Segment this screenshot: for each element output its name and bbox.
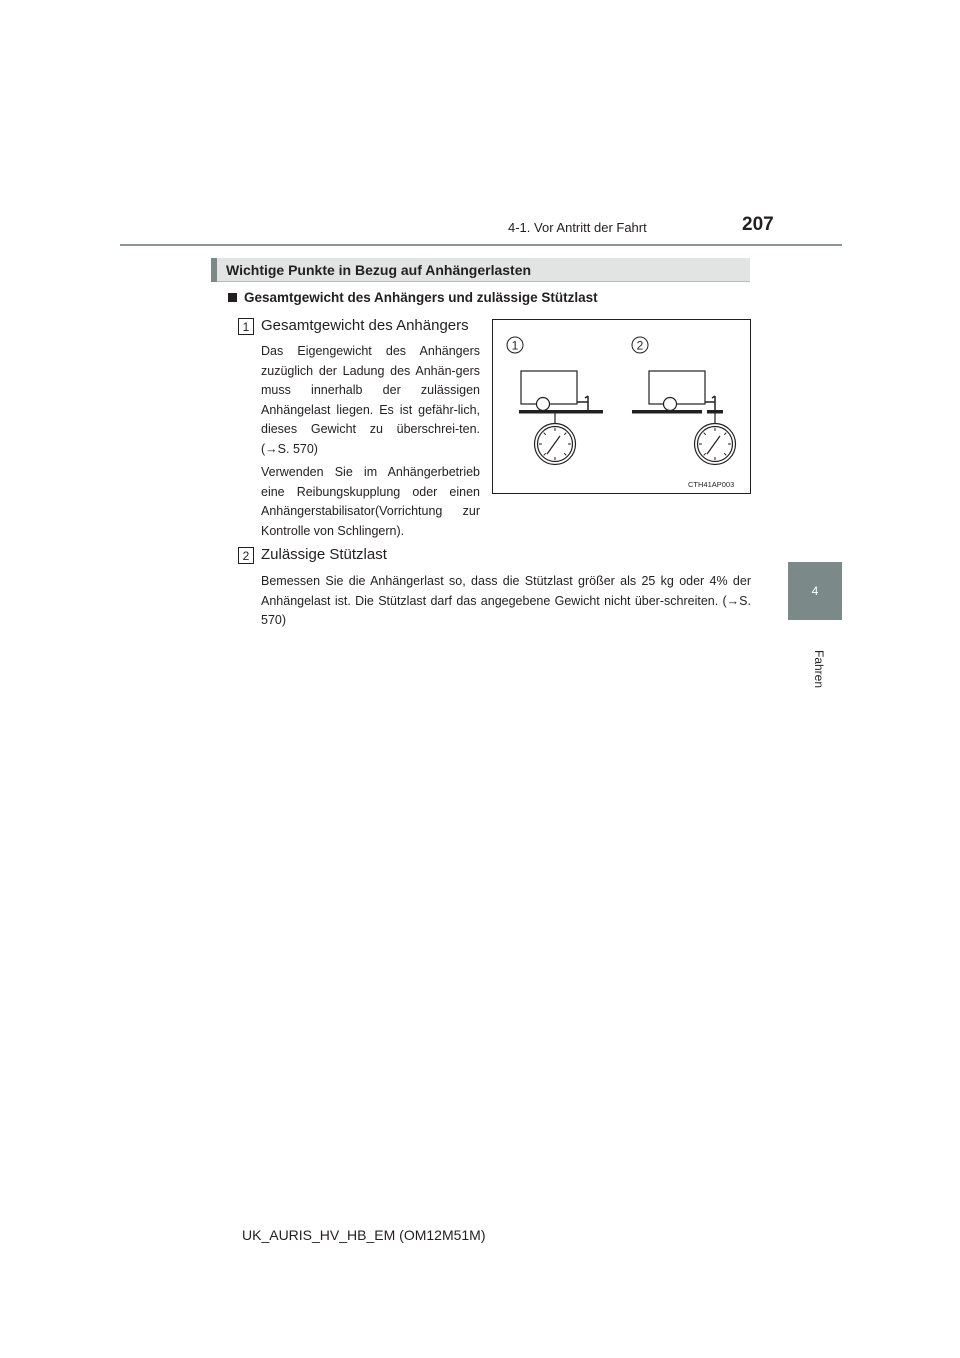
header-divider (120, 244, 842, 246)
square-bullet-icon (228, 293, 237, 302)
chapter-tab-label: Fahren (812, 650, 826, 689)
trailer-hitch-on-scale-right (632, 371, 736, 465)
item-title-2: Zulässige Stützlast (261, 546, 387, 563)
item-2-paragraph-1: Bemessen Sie die Anhängerlast so, dass die Stützlast größer als 25 kg oder 4% der Anhängelast ist. Die Stützlast darf das angegebene Gewicht nicht über-schreiten. (→S. 570) (261, 574, 751, 627)
item-number-2: 2 (238, 547, 254, 564)
item-1-paragraph-2: Verwenden Sie im Anhängerbetrieb eine Reibungskupplung oder einen Anhängerstabilisator(Vorrichtung zur Kontrolle von Schlingern). (261, 465, 480, 538)
footer-document-code: UK_AURIS_HV_HB_EM (OM12M51M) (242, 1227, 486, 1243)
page-number: 207 (742, 214, 774, 235)
item-title-1: Gesamtgewicht des Anhängers (261, 317, 469, 334)
figure-label-1: 1 (511, 338, 519, 353)
trailer-weight-illustration (492, 319, 751, 494)
figure-code: CTH41AP003 (688, 480, 735, 489)
chapter-tab-number: 4 (811, 584, 819, 598)
section-heading-accent (211, 258, 217, 282)
header-section-title: 4-1. Vor Antritt der Fahrt (508, 220, 647, 235)
sub-heading: Gesamtgewicht des Anhängers und zulässige Stützlast (244, 290, 598, 305)
trailer-on-scale-left (519, 371, 603, 465)
figure-label-2: 2 (636, 338, 644, 353)
chapter-tab (788, 562, 842, 620)
item-1-paragraph-1: Das Eigengewicht des Anhängers zuzüglich der Ladung des Anhän-gers muss innerhalb der zulässigen Anhängelast liegen. Es ist gefähr-lich, dieses Gewicht zu überschrei-ten. (→S. 570) (261, 344, 480, 456)
trailer-scale-drawing (493, 320, 750, 493)
section-heading-title: Wichtige Punkte in Bezug auf Anhängerlasten (226, 262, 532, 278)
item-number-1: 1 (238, 318, 254, 335)
